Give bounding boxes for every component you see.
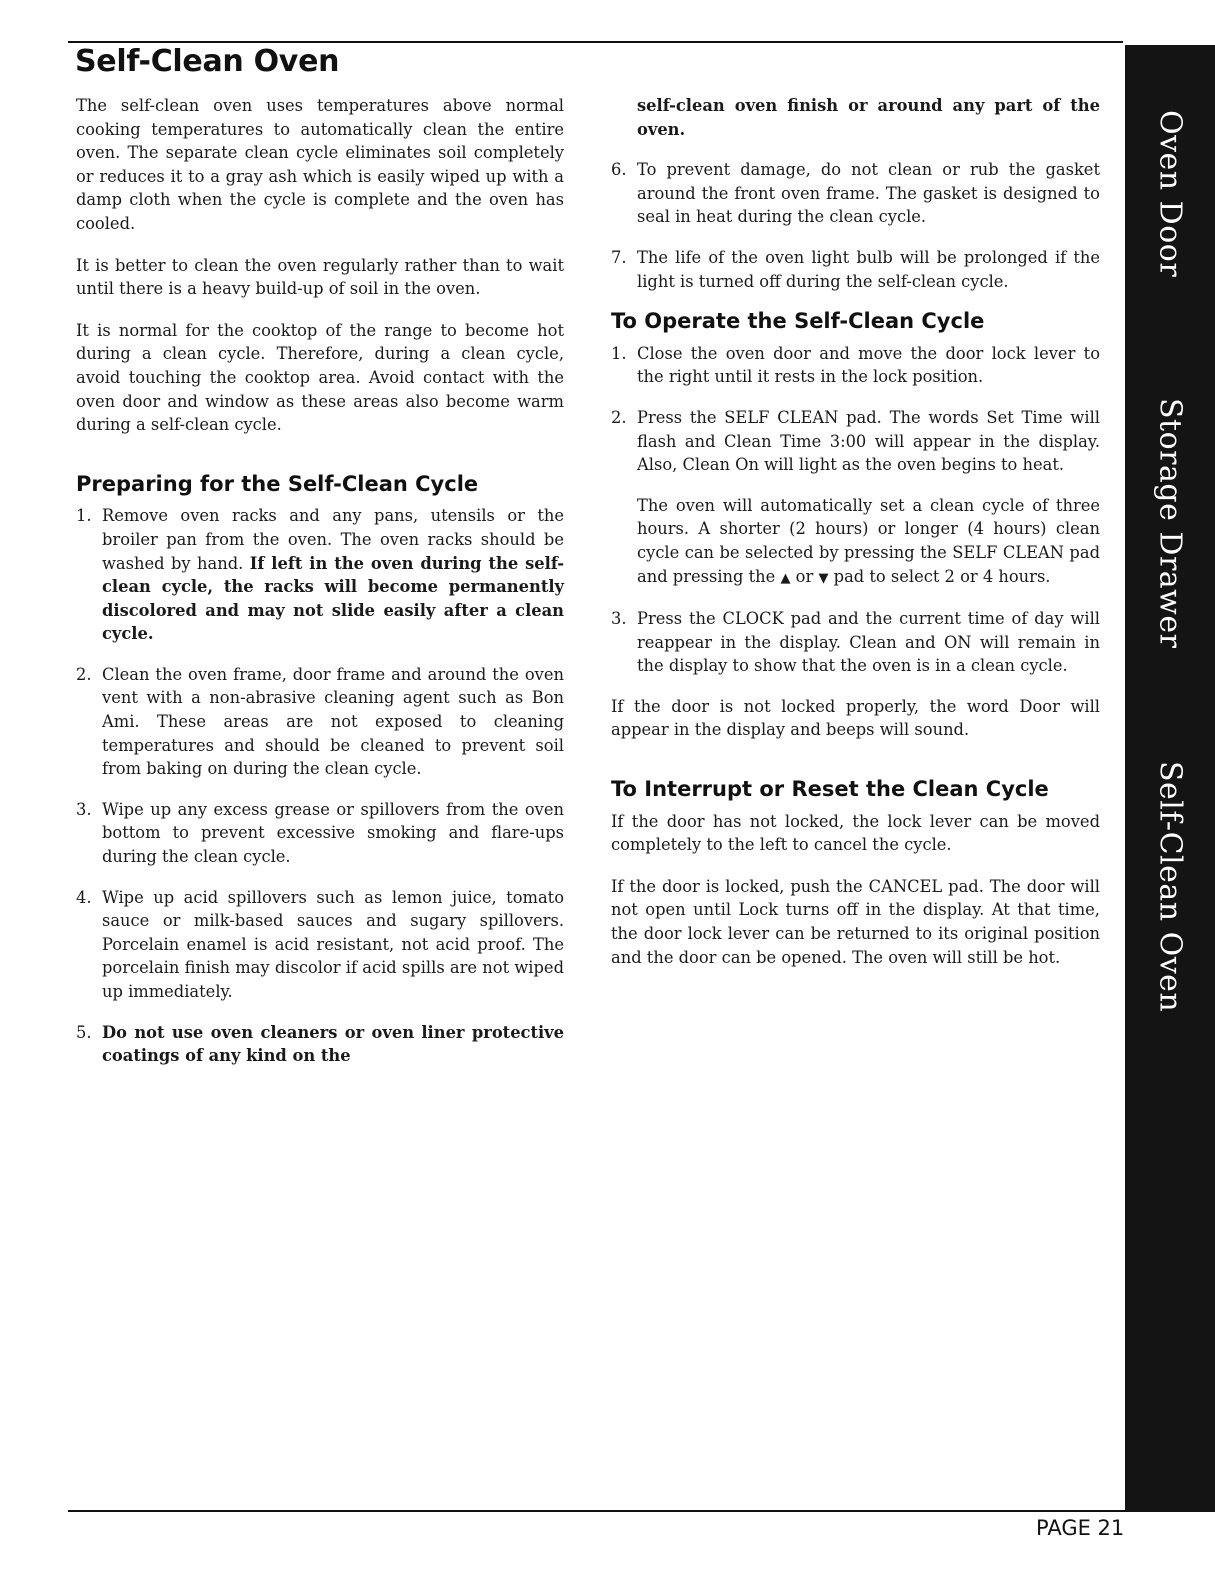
right-column: [611, 94, 1100, 987]
preparing-steps-continued: [611, 94, 1100, 293]
intro-paragraph: It is better to clean the oven regularly rather than to wait until there is a heavy build-up of soil in the oven.: [76, 255, 564, 299]
list-item: [611, 158, 1100, 229]
step-note: pad to select 2 or 4 hours.: [833, 566, 1051, 586]
or-text: or: [795, 566, 814, 586]
side-tab-bar: [1125, 45, 1215, 1512]
list-item: [76, 886, 564, 1004]
step-text: Wipe up acid spillovers such as lemon juice, tomato sauce or milk-based sauces and sugary spillovers. Porcelain enamel is acid resistant, not acid proof. The porcelain finish may discolor if acid spills are not wiped up immediately.: [102, 887, 564, 1001]
step-number: 3.: [611, 609, 627, 629]
list-item: [611, 607, 1100, 678]
top-rule: [68, 41, 1123, 43]
step-number: 2.: [76, 664, 92, 684]
step-text: The life of the oven light bulb will be prolonged if the light is turned off during the self-clean cycle.: [637, 247, 1100, 291]
side-tab-oven-door: Oven Door: [1152, 110, 1188, 278]
interrupt-paragraph: If the door has not locked, the lock lever can be moved completely to the left to cancel the cycle.: [611, 811, 1100, 855]
step-note: The oven will automatically set a clean cycle of three hours. A shorter (2 hours) or longer (4 hours) clean cycle can be selected by pressing the SELF CLEAN pad and pressing the: [637, 495, 1100, 586]
step-text: Press the SELF CLEAN pad. The words Set Time will flash and Clean Time 3:00 will appear in the display. Also, Clean On will light as the oven begins to heat.: [637, 407, 1100, 475]
intro-paragraph: The self-clean oven uses temperatures above normal cooking temperatures to automatically clean the entire oven. The separate clean cycle eliminates soil completely or reduces it to a gray ash which is easily wiped up with a damp cloth when the cycle is complete and the oven has cooled.: [76, 96, 564, 233]
step-text: Wipe up any excess grease or spillovers from the oven bottom to prevent excessive smoking and flare-ups during the clean cycle.: [102, 799, 564, 867]
list-item: [611, 342, 1100, 389]
step-number: 6.: [611, 160, 627, 180]
side-tab-self-clean-oven: Self-Clean Oven: [1152, 761, 1188, 1013]
list-item: [76, 798, 564, 869]
preparing-steps: [76, 504, 564, 1067]
list-item: [76, 504, 564, 646]
list-item: [76, 663, 564, 781]
down-arrow-icon: ▼: [818, 570, 829, 586]
step-number: 1.: [611, 343, 627, 363]
preparing-heading: Preparing for the Self-Clean Cycle: [76, 471, 479, 496]
step-number: 7.: [611, 247, 627, 267]
side-tab-storage-drawer: Storage Drawer: [1152, 398, 1188, 649]
intro-paragraph: It is normal for the cooktop of the range to become hot during a clean cycle. Therefore, during a clean cycle, avoid touching the cooktop area. Avoid contact with the oven door and window as these areas also become warm during a self-clean cycle.: [76, 320, 564, 435]
step-text: Remove oven racks and any pans, utensils or the broiler pan from the oven. The oven racks should be washed by hand.: [102, 506, 564, 573]
step-warning: Do not use oven cleaners or oven liner protective coatings of any kind on the: [102, 1022, 564, 1066]
operate-steps: [611, 342, 1100, 678]
left-column: [76, 94, 564, 1085]
step-text: Clean the oven frame, door frame and around the oven vent with a non-abrasive cleaning agent such as Bon Ami. These areas are not exposed to cleaning temperatures and should be cleaned to prevent soil from baking on during the clean cycle.: [102, 664, 564, 779]
list-item: [611, 94, 1100, 141]
list-item: [76, 1021, 564, 1068]
step-number: 5.: [76, 1022, 92, 1042]
door-note: If the door is not locked properly, the word Door will appear in the display and beeps will sound.: [611, 696, 1100, 740]
step-text: To prevent damage, do not clean or rub the gasket around the front oven frame. The gasket is designed to seal in heat during the clean cycle.: [637, 160, 1100, 227]
interrupt-paragraph: If the door is locked, push the CANCEL pad. The door will not open until Lock turns off in the display. At that time, the door lock lever can be returned to its original position and the door can be opened. The oven will still be hot.: [611, 876, 1100, 967]
operate-heading: To Operate the Self-Clean Cycle: [611, 309, 985, 334]
step-warning-continued: self-clean oven finish or around any part of the oven.: [637, 96, 1100, 139]
step-text: Close the oven door and move the door lock lever to the right until it rests in the lock position.: [637, 343, 1100, 387]
list-item: [611, 246, 1100, 293]
step-number: 3.: [76, 799, 92, 819]
interrupt-heading: To Interrupt or Reset the Clean Cycle: [611, 777, 1049, 802]
step-warning: If left in the oven during the self-clean cycle, the racks will become permanently discolored and may not slide easily after a clean cycle.: [102, 553, 564, 644]
up-arrow-icon: ▲: [780, 570, 791, 586]
list-item: [611, 406, 1100, 477]
step-text: Press the CLOCK pad and the current time of day will reappear in the display. Clean and ON will remain in the display to show that the oven is in a clean cycle.: [637, 609, 1100, 676]
step-number: 2.: [611, 407, 627, 427]
step-number: 4.: [76, 887, 92, 907]
list-item: [611, 494, 1100, 590]
bottom-rule: [68, 1510, 1128, 1512]
page-title: Self-Clean Oven: [75, 44, 340, 79]
page-number: PAGE 21: [1036, 1516, 1125, 1540]
step-number: 1.: [76, 506, 92, 526]
